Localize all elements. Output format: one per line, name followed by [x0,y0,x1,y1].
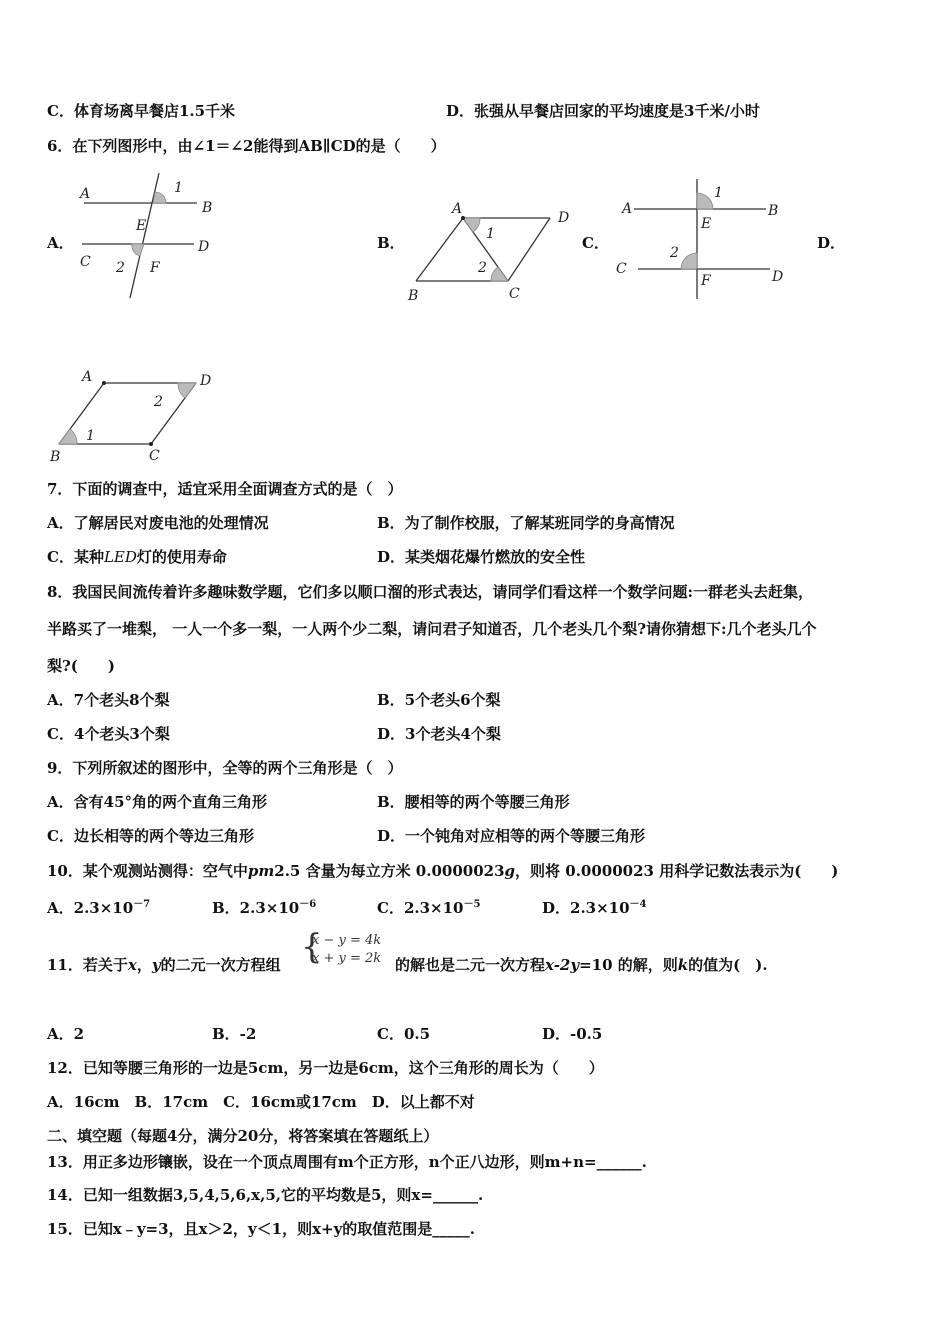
q7-option-d: D．某类烟花爆竹燃放的安全性 [377,548,586,566]
fig-c-label-1: 1 [714,185,723,201]
q6-figure-d [44,366,224,466]
q11-stem-c: 的解也是二元一次方程 [395,956,546,974]
q7-stem: 7．下面的调查中，适宜采用全面调查方式的是（ ） [47,480,403,498]
fig-c-label-D: D [772,269,784,285]
q10-option-d-label: D．2.3×10 [542,899,630,917]
q10-option-d-exp: －4 [629,899,647,910]
fig-c-label-B: B [768,203,779,219]
q5-option-c: C．体育场离早餐店1.5千米 [47,102,236,120]
q11-option-a: A．2 [47,1025,85,1043]
q11-var-k: k [677,956,689,974]
q6-option-a: A． [47,234,74,252]
fig-c-label-F: F [701,273,711,289]
q7-option-b: B．为了制作校服，了解某班同学的身高情况 [377,514,675,532]
fig-b-label-A: A [452,201,463,217]
fig-d-label-1: 1 [86,428,95,444]
q10-stem-a: 10．某个观测站测得：空气中 [47,862,248,880]
q8-line-3: 梨?( ) [47,657,115,675]
q11-stem-a: 11．若关于 [47,956,128,974]
q11-system-brace: { [301,927,323,967]
q10-stem-c: ，则将 0.0000023 用科学记数法表示为( ) [515,862,839,880]
q11-option-d: D．-0.5 [542,1025,603,1043]
fig-d-label-D: D [200,373,212,389]
q8-option-c: C．4个老头3个梨 [47,725,170,743]
q9-option-a: A．含有45°角的两个直角三角形 [47,793,268,811]
q6-option-b: B． [377,234,405,252]
q8-option-b: B．5个老头6个梨 [377,691,501,709]
q9-stem: 9．下列所叙述的图形中，全等的两个三角形是（ ） [47,759,403,777]
q10-g: g [504,862,516,880]
q10-option-b-label: B．2.3×10 [212,899,300,917]
q10-option-c [377,895,480,918]
q8-line-2: 半路买了一堆梨， 一人一个多一梨，一人两个少二梨，请问君子知道否，几个老头几个梨?请你猜想下:几个老头几个 [47,620,817,638]
fig-a-label-E: E [136,218,147,234]
q10-stem [47,861,838,881]
q11-stem-b: 的二元一次方程组 [160,956,281,974]
q7-option-a: A．了解居民对废电池的处理情况 [47,514,269,532]
fig-a-label-C: C [80,254,91,270]
fig-d-label-B: B [50,449,61,465]
q6-figure-a [72,168,232,303]
fig-c-label-2: 2 [670,245,679,261]
fig-c-label-C: C [616,261,627,277]
q8-option-d: D．3个老头4个梨 [377,725,501,743]
fig-b-label-2: 2 [478,260,487,276]
q10-option-a [47,895,150,918]
fig-d-label-A: A [82,369,93,385]
fig-b-label-B: B [408,288,419,304]
q11-comma: ， [136,956,152,974]
q10-option-c-label: C．2.3×10 [377,899,464,917]
fig-a-label-1: 1 [174,180,183,196]
q13-stem: 13．用正多边形镶嵌，设在一个顶点周围有m个正方形，n个正八边形，则m+n=______. [47,1153,647,1171]
q12-options: A．16cm B．17cm C．16cm或17cm D．以上都不对 [47,1093,475,1111]
q8-line-1: 8．我国民间流传着许多趣味数学题，它们多以顺口溜的形式表达，请同学们看这样一个数学问题:一群老头去赶集， [47,583,813,601]
q12-stem: 12．已知等腰三角形的一边是5cm，另一边是6cm，这个三角形的周长为（ ） [47,1059,604,1077]
q6-figure-b [400,196,585,306]
q11-stem-start [47,955,281,975]
q15-stem: 15．已知x﹣y=3，且x＞2，y＜1，则x+y的取值范围是_____. [47,1220,476,1238]
q11-option-b: B．-2 [212,1025,257,1043]
q9-option-d: D．一个钝角对应相等的两个等腰三角形 [377,827,646,845]
q11-option-c: C．0.5 [377,1025,431,1043]
fig-a-label-2: 2 [116,260,125,276]
q14-stem: 14．已知一组数据3,5,4,5,6,x,5,它的平均数是5，则x=______. [47,1186,484,1204]
q6-stem: 6．在下列图形中，由∠1＝∠2能得到AB∥CD的是（ ） [47,137,446,155]
fig-c-label-E: E [701,216,712,232]
q11-stem-d: =10 的解，则 [579,956,678,974]
section-2-title: 二、填空题（每题4分，满分20分，将答案填在答题纸上） [47,1127,439,1145]
q10-option-a-label: A．2.3×10 [47,899,134,917]
q10-option-b-exp: －6 [299,899,317,910]
q6-option-c: C． [582,234,609,252]
fig-b-label-D: D [558,210,570,226]
q7-option-c-suffix: 灯的使用寿命 [136,548,227,566]
q7-option-c-prefix: C．某种 [47,548,104,566]
q10-stem-b: 2.5 含量为每立方米 0.0000023 [274,862,505,880]
q10-option-a-exp: －7 [133,899,151,910]
q9-option-c: C．边长相等的两个等边三角形 [47,827,254,845]
fig-a-label-A: A [80,186,91,202]
q8-option-a: A．7个老头8个梨 [47,691,170,709]
q11-stem-e: 的值为( ). [688,956,768,974]
q11-eq1: x − y = 4k [312,933,382,948]
q11-var-x: x [127,956,137,974]
q11-var-y: y [151,956,161,974]
fig-d-label-2: 2 [154,394,163,410]
fig-b-label-C: C [509,286,520,302]
q11-eq3: x-2y [545,956,580,974]
q10-option-b [212,895,316,918]
q6-option-d: D． [817,234,846,252]
fig-a-label-D: D [198,239,210,255]
q10-option-d [542,895,647,918]
q9-option-b: B．腰相等的两个等腰三角形 [377,793,570,811]
fig-b-label-1: 1 [486,226,495,242]
fig-a-label-F: F [150,260,160,276]
q11-stem-end [395,955,768,975]
q5-option-d: D．张强从早餐店回家的平均速度是3千米/小时 [446,102,760,120]
q6-figure-c [608,175,798,303]
fig-d-label-C: C [149,448,160,464]
q10-option-c-exp: －5 [463,899,481,910]
q7-option-c-led: LED [103,548,137,566]
q7-option-c [47,547,227,567]
fig-a-label-B: B [202,200,213,216]
q11-eq2: x + y = 2k [312,951,382,966]
fig-c-label-A: A [622,201,633,217]
q10-pm: pm [247,862,275,880]
